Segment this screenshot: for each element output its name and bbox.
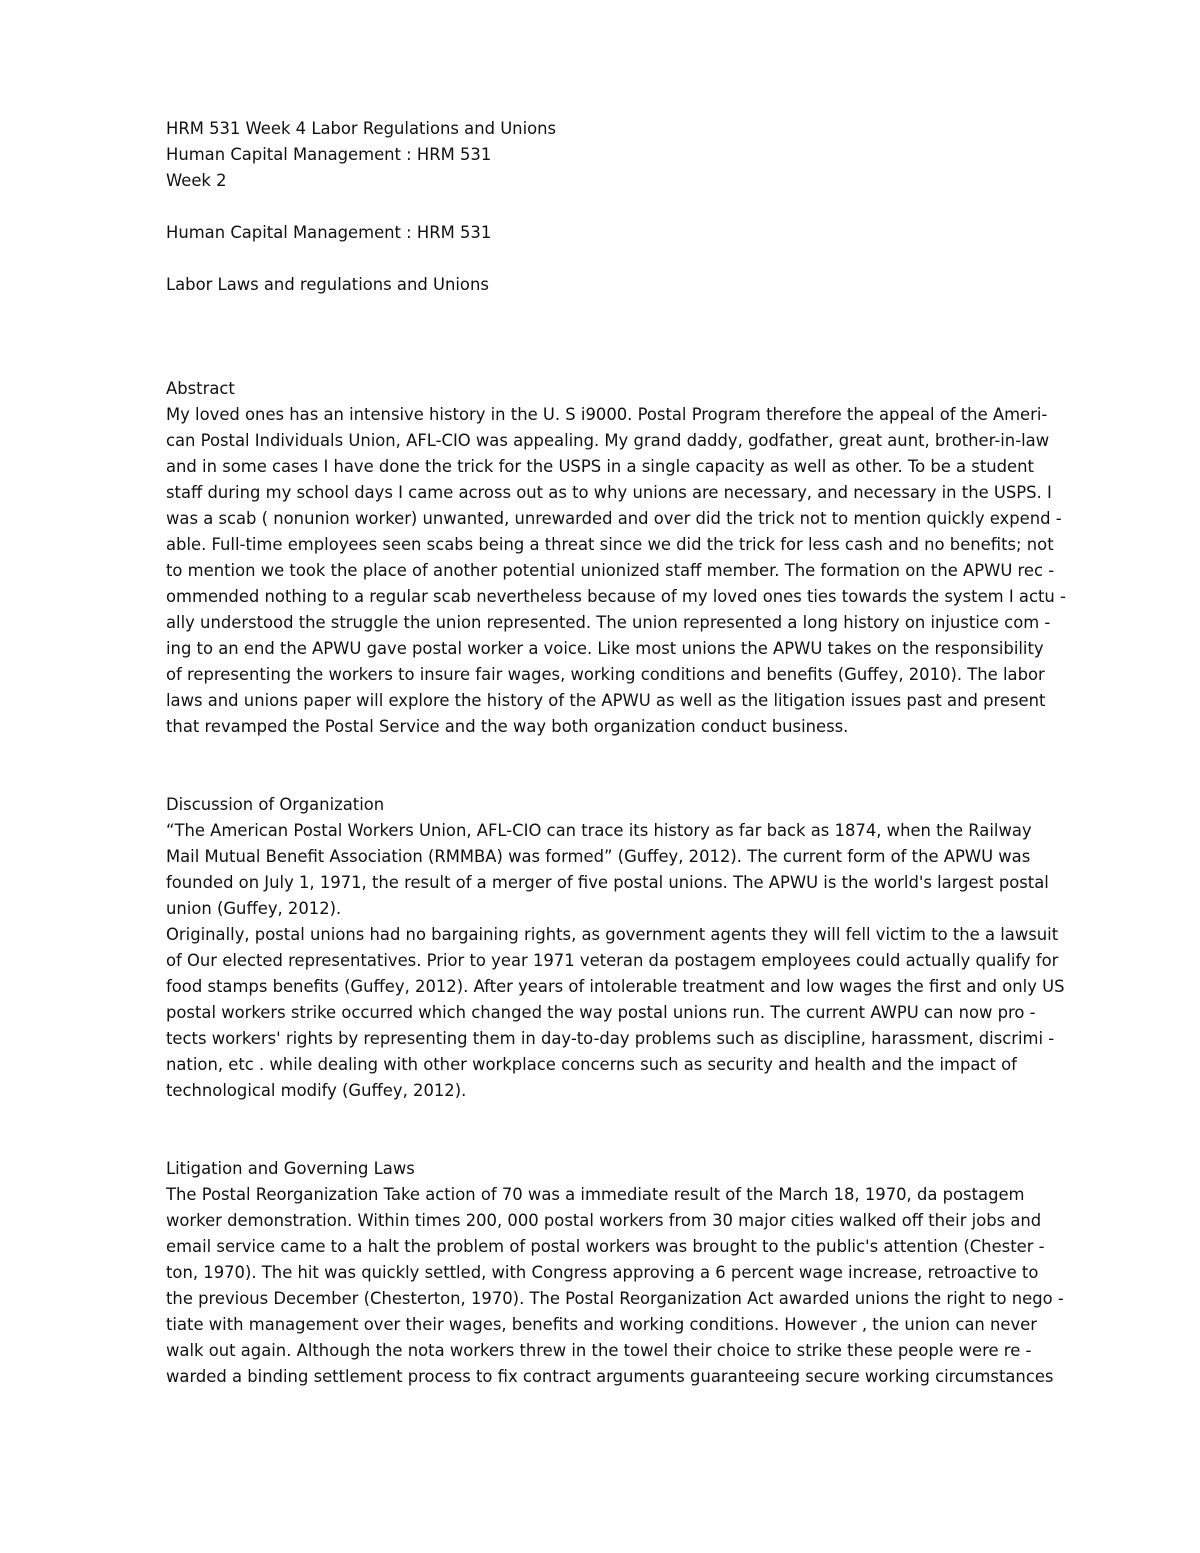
litigation-line: walk out again. Although the nota workers threw in the towel their choice to strike these people were re -	[166, 1341, 1032, 1360]
abstract-line: was a scab ( nonunion worker) unwanted, unrewarded and over did the trick not to mention quickly expend -	[166, 509, 1062, 528]
litigation-line: the previous December (Chesterton, 1970). The Postal Reorganization Act awarded unions the right to nego -	[166, 1289, 1064, 1308]
discussion-line: postal workers strike occurred which changed the way postal unions run. The current AWPU can now pro -	[166, 1003, 1036, 1022]
discussion-line: technological modify (Guffey, 2012).	[166, 1081, 467, 1100]
spacer	[166, 740, 1126, 792]
discussion-line: food stamps benefits (Guffey, 2012). After years of intolerable treatment and low wages the first and only US	[166, 977, 1065, 996]
litigation-line: The Postal Reorganization Take action of 70 was a immediate result of the March 18, 1970, da postagem	[166, 1185, 1025, 1204]
discussion-line: Originally, postal unions had no bargaining rights, as government agents they will fell victim to the a lawsuit	[166, 925, 1059, 944]
spacer	[166, 1104, 1126, 1156]
litigation-heading: Litigation and Governing Laws	[166, 1159, 415, 1178]
discussion-line: of Our elected representatives. Prior to year 1971 veteran da postagem employees could actually qualify for	[166, 951, 1059, 970]
spacer	[166, 298, 1126, 376]
discussion-line: nation, etc . while dealing with other workplace concerns such as security and health and the impact of	[166, 1055, 1017, 1074]
header-line-course-week: HRM 531 Week 4 Labor Regulations and Unions	[166, 119, 557, 138]
header-block	[166, 116, 1126, 194]
discussion-section	[166, 792, 1126, 1104]
litigation-section	[166, 1156, 1126, 1390]
abstract-line: can Postal Individuals Union, AFL-CIO was appealing. My grand daddy, godfather, great aunt, brother-in-law	[166, 431, 1050, 450]
header-line-course-name: Human Capital Management : HRM 531	[166, 145, 492, 164]
discussion-line: founded on July 1, 1971, the result of a merger of five postal unions. The APWU is the world's largest postal	[166, 873, 1049, 892]
litigation-line: ton, 1970). The hit was quickly settled, with Congress approving a 6 percent wage increase, retroactive to	[166, 1263, 1039, 1282]
abstract-line: laws and unions paper will explore the history of the APWU as well as the litigation issues past and present	[166, 691, 1046, 710]
abstract-line: of representing the workers to insure fair wages, working conditions and benefits (Guffey, 2010). The labor	[166, 665, 1045, 684]
litigation-line: tiate with management over their wages, benefits and working conditions. However , the union can never	[166, 1315, 1037, 1334]
abstract-line: to mention we took the place of another potential unionized staff member. The formation on the APWU rec -	[166, 561, 1055, 580]
discussion-line: union (Guffey, 2012).	[166, 899, 342, 918]
abstract-heading: Abstract	[166, 379, 235, 398]
paper-title: Labor Laws and regulations and Unions	[166, 275, 489, 294]
litigation-line: worker demonstration. Within times 200, 000 postal workers from 30 major cities walked off their jobs and	[166, 1211, 1042, 1230]
spacer	[166, 194, 1126, 220]
abstract-line: My loved ones has an intensive history in the U. S i9000. Postal Program therefore the appeal of the Ameri-	[166, 405, 1048, 424]
header-line-week: Week 2	[166, 171, 227, 190]
abstract-line: ing to an end the APWU gave postal worker a voice. Like most unions the APWU takes on the responsibility	[166, 639, 1044, 658]
abstract-line: able. Full-time employees seen scabs being a threat since we did the trick for less cash and no benefits; not	[166, 535, 1054, 554]
discussion-heading: Discussion of Organization	[166, 795, 385, 814]
title-block	[166, 220, 1126, 298]
discussion-line: tects workers' rights by representing them in day-to-day problems such as discipline, harassment, discrimi -	[166, 1029, 1055, 1048]
discussion-line: Mail Mutual Benefit Association (RMMBA) was formed” (Guffey, 2012). The current form of the APWU was	[166, 847, 1031, 866]
litigation-line: warded a binding settlement process to fix contract arguments guaranteeing secure working circumstances	[166, 1367, 1054, 1386]
spacer	[166, 246, 1126, 272]
abstract-line: ommended nothing to a regular scab nevertheless because of my loved ones ties towards the system I actu -	[166, 587, 1066, 606]
discussion-line: “The American Postal Workers Union, AFL-CIO can trace its history as far back as 1874, when the Railway	[166, 821, 1032, 840]
abstract-line: and in some cases I have done the trick for the USPS in a single capacity as well as other. To be a student	[166, 457, 1034, 476]
abstract-line: that revamped the Postal Service and the way both organization conduct business.	[166, 717, 849, 736]
document-body	[166, 116, 1126, 1390]
title-course: Human Capital Management : HRM 531	[166, 223, 492, 242]
abstract-section	[166, 376, 1126, 740]
abstract-line: ally understood the struggle the union represented. The union represented a long history on injustice com -	[166, 613, 1051, 632]
litigation-line: email service came to a halt the problem of postal workers was brought to the public's attention (Chester -	[166, 1237, 1045, 1256]
abstract-line: staff during my school days I came across out as to why unions are necessary, and necessary in the USPS. I	[166, 483, 1052, 502]
